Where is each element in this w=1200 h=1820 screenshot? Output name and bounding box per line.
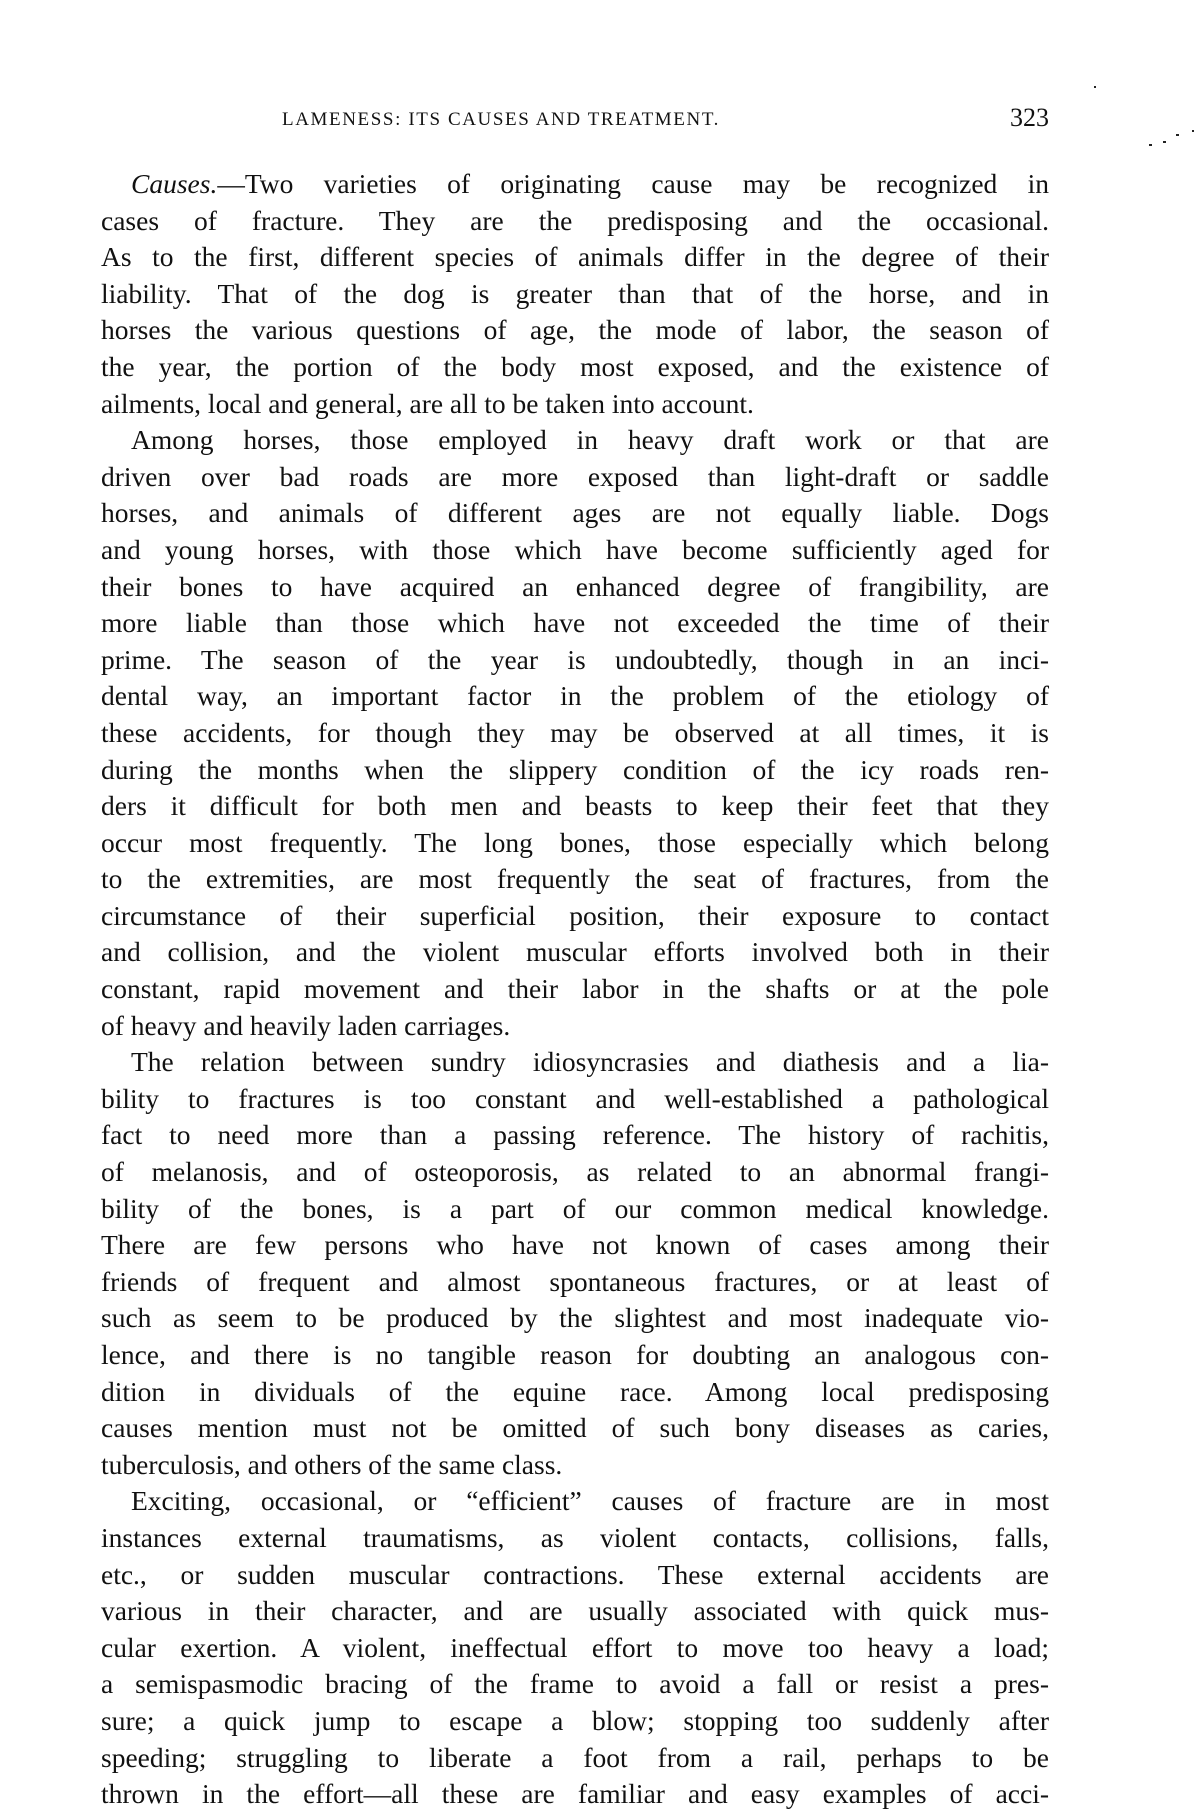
text-line: instances external traumatisms, as violent contacts, collisions, falls, (101, 1521, 1049, 1553)
running-head (101, 104, 1049, 136)
text-line: these accidents, for though they may be observed at all times, it is (101, 716, 1049, 748)
paragraph-horses (101, 422, 1049, 1044)
text-line: a semispasmodic bracing of the frame to avoid a fall or resist a pres- (101, 1668, 1049, 1700)
text-line: dental way, an important factor in the problem of the etiology of (101, 680, 1049, 712)
scan-speck (1192, 130, 1194, 132)
text-line: during the months when the slippery condition of the icy roads ren- (101, 753, 1049, 785)
text-line: fact to need more than a passing reference. The history of rachitis, (101, 1119, 1049, 1151)
text-line: driven over bad roads are more exposed than light-draft or saddle (101, 460, 1049, 492)
text-line: friends of frequent and almost spontaneous fractures, or at least of (101, 1265, 1049, 1297)
text-line: to the extremities, are most frequently the seat of fractures, from the (101, 863, 1049, 895)
text-line: ailments, local and general, are all to be taken into account. (101, 387, 754, 419)
text-line: of heavy and heavily laden carriages. (101, 1009, 511, 1041)
scan-speck (1176, 134, 1179, 136)
scan-speck (1149, 144, 1152, 146)
text-line: various in their character, and are usually associated with quick mus- (101, 1595, 1049, 1627)
text-line: dition in dividuals of the equine race. Among local predisposing (101, 1375, 1049, 1407)
text-line: There are few persons who have not known of cases among their (101, 1229, 1049, 1261)
text-line: tuberculosis, and others of the same class. (101, 1448, 563, 1480)
text-line: liability. That of the dog is greater than that of the horse, and in (101, 277, 1049, 309)
text-line: As to the first, different species of animals differ in the degree of their (101, 241, 1049, 273)
text-line: causes mention must not be omitted of such bony diseases as caries, (101, 1412, 1049, 1444)
text-line: circumstance of their superficial position, their exposure to contact (101, 899, 1049, 931)
text-line: more liable than those which have not exceeded the time of their (101, 607, 1049, 639)
text-line: Exciting, occasional, or “efficient” causes of fracture are in most (131, 1485, 1049, 1517)
text-line: and collision, and the violent muscular efforts involved both in their (101, 936, 1049, 968)
text-line: ders it difficult for both men and beasts to keep their feet that they (101, 790, 1049, 822)
text-line: cular exertion. A violent, ineffectual effort to move too heavy a load; (101, 1631, 1049, 1663)
text-line: their bones to have acquired an enhanced degree of frangibility, are (101, 570, 1049, 602)
text-line: bility to fractures is too constant and well-established a pathological (101, 1082, 1049, 1114)
text-line: speeding; struggling to liberate a foot from a rail, perhaps to be (101, 1741, 1049, 1773)
text-line: horses, and animals of different ages are not equally liable. Dogs (101, 497, 1049, 529)
text-line-content: —Two varieties of originating cause may be recognized in (217, 168, 1049, 199)
text-line: constant, rapid movement and their labor in the shafts or at the pole (101, 973, 1049, 1005)
text-line: thrown in the effort—all these are familiar and easy examples of acci- (101, 1778, 1049, 1810)
paragraph-exciting-causes (101, 1483, 1049, 1812)
text-line: bility of the bones, is a part of our common medical knowledge. (101, 1192, 1049, 1224)
running-title: LAMENESS: ITS CAUSES AND TREATMENT. (282, 109, 720, 130)
scan-speck (1094, 86, 1096, 88)
text-line: the year, the portion of the body most exposed, and the existence of (101, 350, 1049, 382)
scan-speck (1163, 141, 1166, 143)
paragraph-causes (101, 166, 1049, 422)
text-line: of melanosis, and of osteoporosis, as related to an abnormal frangi- (101, 1156, 1049, 1188)
text-line: prime. The season of the year is undoubtedly, though in an inci- (101, 643, 1049, 675)
text-line: cases of fracture. They are the predisposing and the occasional. (101, 204, 1049, 236)
text-line: etc., or sudden muscular contractions. These external accidents are (101, 1558, 1049, 1590)
body-text (101, 166, 1049, 1813)
text-line: occur most frequently. The long bones, those especially which belong (101, 826, 1049, 858)
text-line: lence, and there is no tangible reason for doubting an analogous con- (101, 1339, 1049, 1370)
text-line (101, 166, 1049, 203)
text-line: horses the various questions of age, the mode of labor, the season of (101, 314, 1049, 346)
page-number: 323 (1010, 103, 1049, 132)
run-in-heading: Causes. (131, 168, 218, 199)
text-line: and young horses, with those which have become sufficiently aged for (101, 533, 1049, 565)
text-line: sure; a quick jump to escape a blow; stopping too suddenly after (101, 1704, 1049, 1736)
text-line: such as seem to be produced by the slightest and most inadequate vio- (101, 1302, 1049, 1334)
paragraph-idiosyncrasies (101, 1044, 1049, 1483)
text-line: The relation between sundry idiosyncrasies and diathesis and a lia- (131, 1046, 1049, 1078)
text-line: Among horses, those employed in heavy draft work or that are (131, 424, 1049, 456)
